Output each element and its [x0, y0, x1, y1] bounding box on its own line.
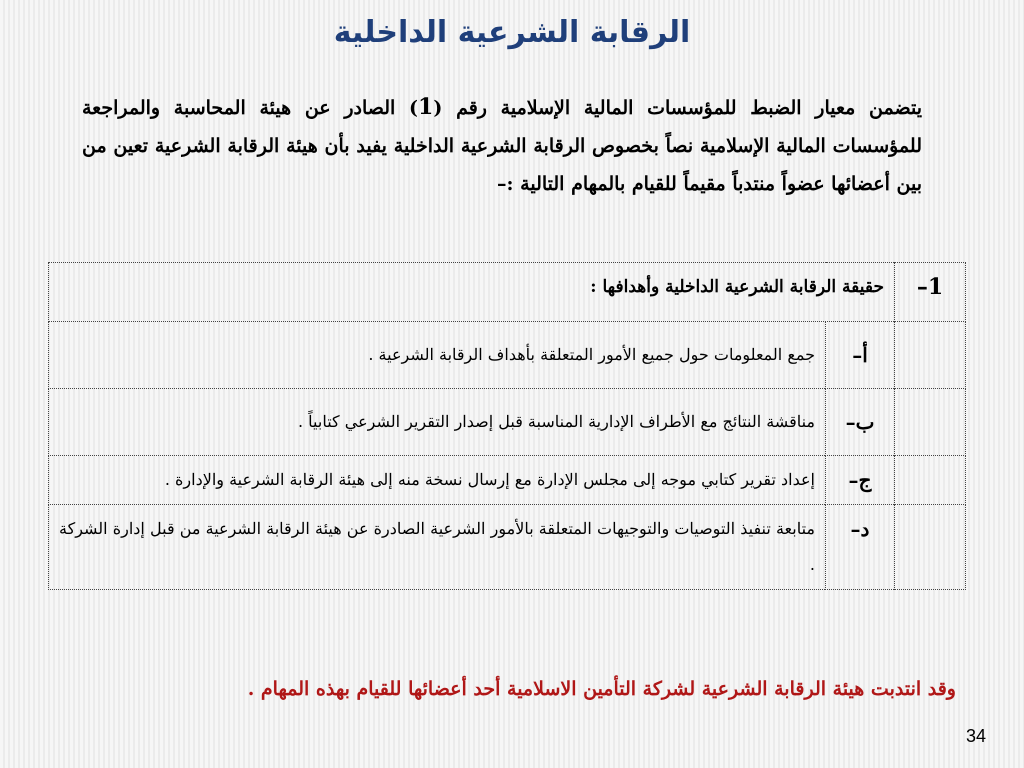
row-text: مناقشة النتائج مع الأطراف الإدارية المناسبة قبل إصدار التقرير الشرعي كتابياً .	[49, 389, 826, 456]
row-text: إعداد تقرير كتابي موجه إلى مجلس الإدارة مع إرسال نسخة منه إلى هيئة الرقابة الشرعية والإدارة .	[49, 456, 826, 505]
footer-note: وقد انتدبت هيئة الرقابة الشرعية لشركة التأمين الاسلامية أحد أعضائها للقيام بهذه المهام .	[247, 678, 956, 700]
row-letter: ج–	[826, 456, 895, 505]
table-row	[49, 505, 966, 590]
row-text: متابعة تنفيذ التوصيات والتوجيهات المتعلقة بالأمور الشرعية الصادرة عن هيئة الرقابة الشرعية من قبل إدارة الشركة .	[49, 505, 826, 590]
row-letter: د–	[826, 505, 895, 590]
row-text: جمع المعلومات حول جميع الأمور المتعلقة بأهداف الرقابة الشرعية .	[49, 322, 826, 389]
intro-text-end: ) الصادر عن هيئة المحاسبة والمراجعة للمؤسسات المالية الإسلامية نصاً بخصوص الرقابة الشرعية الداخلية يفيد بأن هيئة الرقابة الشرعية تعين من بين أعضائها عضواً منتدباً مقيماً للقيام بالمهام التالية :–	[82, 97, 922, 195]
intro-paragraph	[82, 88, 922, 203]
row-letter: أ–	[826, 322, 895, 389]
standard-number: 1	[418, 94, 434, 120]
row-letter: ب–	[826, 389, 895, 456]
empty-number-cell	[895, 389, 966, 456]
table-row	[49, 322, 966, 389]
table-header-row	[49, 263, 966, 322]
tasks-table	[48, 262, 966, 590]
section-heading: حقيقة الرقابة الشرعية الداخلية وأهدافها :	[49, 263, 895, 322]
page-number: 34	[965, 726, 986, 746]
slide-title: الرقابة الشرعية الداخلية	[333, 15, 691, 50]
table-row	[49, 456, 966, 505]
table-row	[49, 389, 966, 456]
empty-number-cell	[895, 456, 966, 505]
empty-number-cell	[895, 505, 966, 590]
empty-number-cell	[895, 322, 966, 389]
section-number: 1–	[895, 263, 966, 322]
intro-text-start: يتضمن معيار الضبط للمؤسسات المالية الإسلامية رقم (	[433, 97, 922, 119]
